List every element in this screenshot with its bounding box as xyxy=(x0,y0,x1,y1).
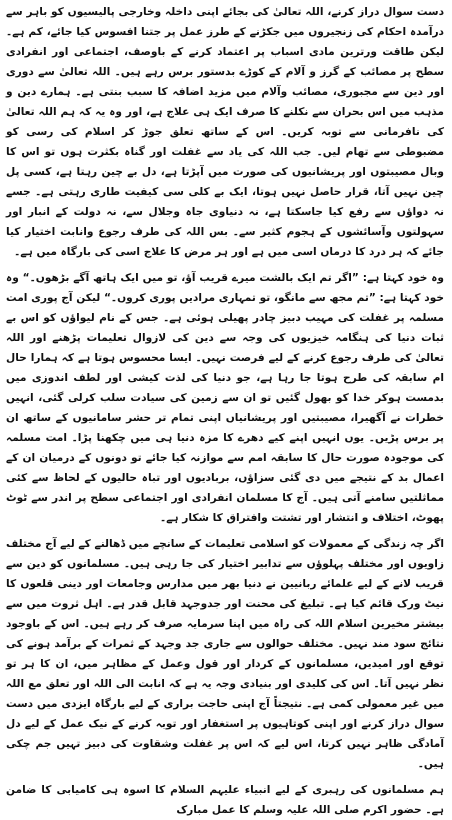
paragraph-2-text: وہ خود کہتا ہے: ”اگر تم ایک بالشت میرے قریب آؤ، تو میں ایک ہاتھ آگے بڑھوں۔“ وہ خود کہتا ہے: ”تم مجھ سے مانگو، تو تمہاری مرادیں پوری کروں۔“ لیکن آج پوری امت مسلمہ پر غفلت کی مہیب دبیز چادر پھیلی ہوئی ہے۔ جس کے نام لیواؤں کو اس بے ثبات دنیا کی ہنگامہ خیزیوں کی وجہ سے دین کی لازوال تعلیمات پڑھنے اور اللہ تعالیٰ کی طرف رجوع کرنے کے لیے فرصت نہیں۔ ایسا محسوس ہوتا ہے کہ ہمارا حال ام سابقہ کی طرح ہوتا جا رہا ہے، جو دنیا کی لذت کیشی اور لطف اندوزی میں بدمست ہوکر خدا کو بھول گئیں تو ان سے زمین کی سیادت سلب کرلی گئی، انہیں خطرات نے آگھیرا، مصیبتیں اور پریشانیاں اپنی تمام تر حشر سامانیوں کے ساتھ ان پر برس پڑیں۔ یوں انہیں اپنے کیے دھرے کا مزہ دنیا ہی میں چکھنا پڑا۔ امت مسلمہ کی موجودہ صورت حال کا سابقہ امم سے موازنہ کیا جائے تو دونوں کے درمیان ان کے اعمال بد کے نتیجے میں دی گئی سزاؤں، بربادیوں اور تباہ حالیوں کے لحاظ سے کئی مماثلتیں سامنے آتی ہیں۔ آج کا مسلمان انفرادی اور اجتماعی سطح پر اندر سے ٹوٹ پھوٹ، اختلاف و انتشار اور تشتت وافتراق کا شکار ہے۔ xyxy=(6,272,444,524)
paragraph-1-text: دست سوال دراز کرنے، اللہ تعالیٰ کی بجائے اپنی داخلہ وخارجی پالیسیوں کو باہر سے درآمدہ احکام کی زنجیروں میں جکڑنے کے طرز عمل پر جتنا افسوس کیا جائے، کم ہے۔ لیکن طاقت ورترین مادی اسباب پر اعتماد کرنے کے باوصف، اجتماعی اور انفرادی سطح پر مصائب کے گرز و آلام کے کوڑے بدستور برس رہے ہیں۔ اللہ تعالیٰ سے دوری اور دین سے مجبوری، مصائب وآلام میں مزید اضافہ کا سبب بنتی ہے۔ ہمارے دین و مذہب میں اس بحران سے نکلنے کا صرف ایک ہی علاج ہے، اور وہ یہ کہ ہم اللہ تعالیٰ کی نافرمانی سے توبہ کریں۔ اس کے ساتھ تعلق جوڑ کر اسلام کی رسی کو مضبوطی سے تھام لیں۔ جب اللہ کی یاد سے غفلت اور گناہ بکثرت ہوں تو اس کا وبال مصیبتوں اور پریشانیوں کی صورت میں آپڑتا ہے، دل بے چین رہتا ہے، کسی پل چین نہیں آتا، قرار حاصل نہیں ہوتا، ایک بے کلی سی کیفیت طاری رہتی ہے۔ جسے نہ دواؤں سے رفع کیا جاسکتا ہے، نہ دنیاوی جاہ وجلال سے، نہ دولت کے انبار اور سہولتوں وآسائشوں کے ہجوم کثیر سے۔ بس اللہ کی طرف رجوع وانابت اختیار کیا جائے کہ ہر درد کا درماں اسی میں ہے اور ہر مرض کا علاج اسی کی بارگاہ میں ہے۔ xyxy=(6,6,444,258)
paragraph-3 xyxy=(6,534,444,774)
paragraph-4-text: ہم مسلمانوں کی رہبری کے لیے انبیاء علیہم السلام کا اسوہ ہی کامیابی کا ضامن ہے۔ حضور اکرم صلی اللہ علیہ وسلم کا عمل مبارک xyxy=(6,784,444,816)
paragraph-2 xyxy=(6,268,444,528)
paragraph-1 xyxy=(6,2,444,262)
paragraph-4 xyxy=(6,780,444,820)
paragraph-3-text: اگر چہ زندگی کے معمولات کو اسلامی تعلیمات کے سانچے میں ڈھالنے کے لیے آج مختلف زاویوں اور مختلف پہلوؤں سے تدابیر اختیار کی جا رہی ہیں۔ مسلمانوں کو دین سے قریب لانے کے لیے علمائے ربانیین نے دنیا بھر میں مدارس وجامعات اور دینی قلعوں کا نیٹ ورک قائم کیا ہے۔ تبلیغ کی محنت اور جدوجہد قابل قدر ہے۔ اہل ثروت میں سے بیشتر مخیرین اسلام اللہ کی راہ میں اپنا سرمایہ صرف کر رہے ہیں۔ اس کے باوجود نتائج سود مند نہیں۔ مختلف حوالوں سے جاری جد وجہد کے ثمرات کے برآمد ہونے کی توقع اور امیدیں، مسلمانوں کے کردار اور قول وعمل کے مظاہر میں، ان کا ہر تو نظر نہیں آتا۔ اس کی کلیدی اور بنیادی وجہ یہ ہے کہ انابت الی اللہ اور تعلق مع اللہ میں غیر معمولی کمی ہے۔ نتیجتاً آج اپنی حاجت براری کے لیے بارگاہ ایزدی میں دست سوال دراز کرنے اور اپنی کوتاہیوں پر استغفار اور توبہ کرنے کے نیک عمل کے لیے دل آمادگی ظاہر نہیں کرتا، اس لیے کہ اس پر غفلت وشقاوت کی دبیز تہیں جم چکی ہیں۔ xyxy=(6,538,444,770)
